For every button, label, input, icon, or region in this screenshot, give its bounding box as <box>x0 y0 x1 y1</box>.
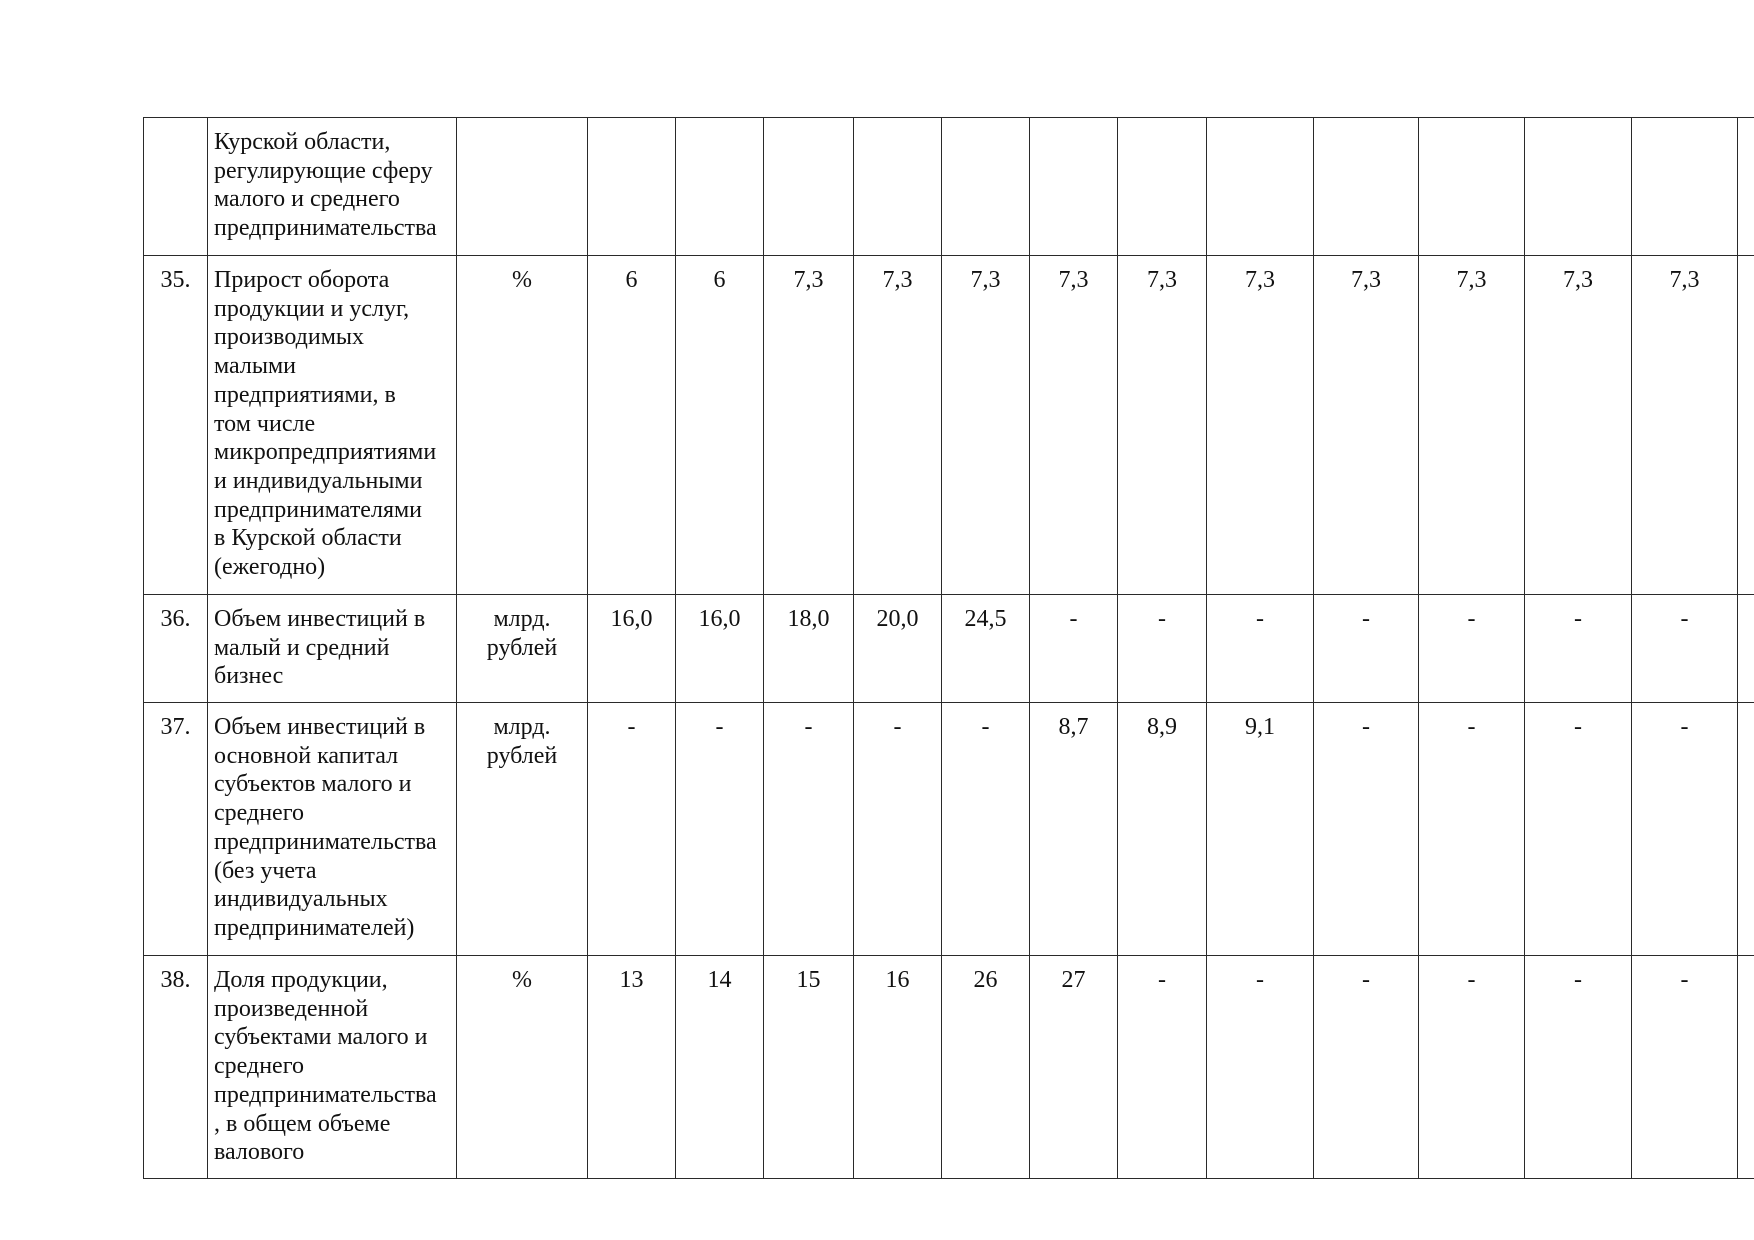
value-cell <box>1030 256 1118 595</box>
value-cell <box>854 703 942 956</box>
value-cell <box>942 256 1030 595</box>
value-cell <box>854 595 942 703</box>
value-cell <box>1118 956 1207 1179</box>
value: - <box>1467 967 1476 993</box>
value: 7,3 <box>793 267 824 293</box>
value: - <box>715 714 724 740</box>
table-row <box>144 118 1754 256</box>
value-cell <box>764 956 854 1179</box>
table-row <box>144 256 1754 595</box>
truncated-column-cell <box>1738 703 1754 956</box>
value-cell <box>1030 118 1118 256</box>
table-row <box>144 956 1754 1179</box>
indicator-name-line: продукции и услуг, <box>214 295 410 322</box>
indicator-name-line: индивидуальных <box>214 886 388 913</box>
value: - <box>1362 714 1370 740</box>
truncated-column-cell <box>1738 595 1754 703</box>
value: 24,5 <box>964 606 1007 632</box>
value: 16 <box>885 967 910 993</box>
value-cell <box>1632 256 1738 595</box>
value: - <box>1467 606 1476 632</box>
value-cell <box>854 118 942 256</box>
indicator-name-line: регулирующие сферу <box>214 157 433 184</box>
row-number-cell <box>144 703 208 956</box>
value-cell <box>854 956 942 1179</box>
indicator-name-line: предпринимательства <box>214 828 437 855</box>
value-cell <box>1030 703 1118 956</box>
value: 16,0 <box>698 606 741 632</box>
value-cell <box>1207 956 1314 1179</box>
indicator-name-cell <box>208 703 457 956</box>
value-cell <box>1314 256 1419 595</box>
unit-cell <box>457 703 588 956</box>
value: - <box>1680 967 1689 993</box>
value-cell <box>676 956 764 1179</box>
value: 13 <box>619 967 644 993</box>
row-number: 36. <box>160 606 191 632</box>
value-cell <box>854 256 942 595</box>
indicator-name-line: предприятиями, в <box>214 381 396 408</box>
unit-cell <box>457 595 588 703</box>
value: 7,3 <box>1058 267 1089 293</box>
value: 6 <box>625 267 638 293</box>
indicator-name-line: и индивидуальными <box>214 467 423 494</box>
value: - <box>981 714 990 740</box>
value: 18,0 <box>787 606 830 632</box>
value-cell <box>588 956 676 1179</box>
indicator-name-line: субъектов малого и <box>214 771 412 798</box>
truncated-column-cell <box>1738 956 1754 1179</box>
value-cell <box>1632 595 1738 703</box>
value: - <box>893 714 902 740</box>
value: 7,3 <box>1147 267 1177 293</box>
table-row <box>144 703 1754 956</box>
value-cell <box>1118 595 1207 703</box>
unit-line: рублей <box>486 742 558 769</box>
value-cell <box>1207 703 1314 956</box>
value-cell <box>942 595 1030 703</box>
value-cell <box>1525 595 1632 703</box>
value-cell <box>1118 256 1207 595</box>
indicator-name-cell <box>208 256 457 595</box>
value-cell <box>676 118 764 256</box>
value-cell <box>1118 118 1207 256</box>
indicator-name-line: (без учета <box>214 857 317 884</box>
indicator-name-line: Курской области, <box>214 129 391 155</box>
value: 20,0 <box>876 606 919 632</box>
indicator-name-line: , в общем объеме <box>214 1110 391 1137</box>
value-cell <box>1118 703 1207 956</box>
unit-line: млрд. <box>493 606 551 632</box>
value-cell <box>1207 118 1314 256</box>
value: - <box>1680 606 1689 632</box>
value: 8,9 <box>1147 714 1177 740</box>
table-row <box>144 595 1754 703</box>
indicator-name-line: микропредприятиями <box>214 439 437 466</box>
row-number: 35. <box>160 267 191 293</box>
value: 6 <box>713 267 726 293</box>
unit-line: % <box>512 967 532 993</box>
value-cell <box>588 595 676 703</box>
value: 7,3 <box>1669 267 1700 293</box>
value-cell <box>764 118 854 256</box>
indicator-name-line: предпринимателями <box>214 496 423 523</box>
value-cell <box>1525 956 1632 1179</box>
indicator-name-line: среднего <box>214 1053 304 1080</box>
value-cell <box>676 703 764 956</box>
value: 7,3 <box>1563 267 1593 293</box>
row-number-cell <box>144 118 208 256</box>
value-cell <box>1632 956 1738 1179</box>
value-cell <box>1525 256 1632 595</box>
indicator-name-cell <box>208 595 457 703</box>
value-cell <box>1030 956 1118 1179</box>
value: - <box>1574 967 1582 993</box>
indicator-name-line: Объем инвестиций в <box>214 714 426 740</box>
row-number-cell <box>144 956 208 1179</box>
value: - <box>1467 714 1476 740</box>
value: - <box>1362 606 1370 632</box>
value-cell <box>588 256 676 595</box>
value: - <box>1256 606 1264 632</box>
value-cell <box>764 256 854 595</box>
value: 27 <box>1061 967 1086 993</box>
indicator-name-line: малый и средний <box>214 634 390 661</box>
indicator-name-line: бизнес <box>214 663 284 690</box>
value: - <box>1574 606 1582 632</box>
indicator-name-line: предпринимательства <box>214 1081 437 1108</box>
indicator-name-line: (ежегодно) <box>214 554 326 581</box>
unit-line: рублей <box>486 634 558 661</box>
indicator-name-line: предпринимательства <box>214 215 437 242</box>
indicators-table <box>143 117 1754 1179</box>
value-cell <box>1525 703 1632 956</box>
indicator-name-line: производимых <box>214 324 365 351</box>
value-cell <box>1419 595 1525 703</box>
value-cell <box>1419 703 1525 956</box>
value-cell <box>1525 118 1632 256</box>
row-number: 38. <box>160 967 191 993</box>
value: - <box>1158 606 1166 632</box>
indicator-name-line: произведенной <box>214 995 369 1022</box>
value: - <box>627 714 636 740</box>
unit-cell <box>457 118 588 256</box>
value: - <box>804 714 813 740</box>
value: - <box>1680 714 1689 740</box>
indicator-name-cell <box>208 956 457 1179</box>
value-cell <box>1419 118 1525 256</box>
row-number: 37. <box>160 714 191 740</box>
row-number-cell <box>144 595 208 703</box>
value: - <box>1256 967 1264 993</box>
unit-cell <box>457 956 588 1179</box>
value-cell <box>1030 595 1118 703</box>
unit-line: млрд. <box>493 714 551 740</box>
indicator-name-line: Прирост оборота <box>214 267 390 293</box>
value-cell <box>1632 118 1738 256</box>
indicator-name-line: предпринимателей) <box>214 914 415 941</box>
indicator-name-line: основной капитал <box>214 742 399 769</box>
value: 26 <box>973 967 998 993</box>
row-number-cell <box>144 256 208 595</box>
indicator-name-line: субъектами малого и <box>214 1024 428 1051</box>
value: 8,7 <box>1058 714 1089 740</box>
value-cell <box>1314 118 1419 256</box>
value-cell <box>942 956 1030 1179</box>
indicator-name-line: в Курской области <box>214 525 402 552</box>
value-cell <box>588 703 676 956</box>
value: 7,3 <box>1456 267 1487 293</box>
value: - <box>1362 967 1370 993</box>
indicator-name-line: валового <box>214 1139 305 1166</box>
value: 7,3 <box>970 267 1001 293</box>
value-cell <box>764 703 854 956</box>
indicator-name-cell <box>208 118 457 256</box>
value-cell <box>1632 703 1738 956</box>
indicator-name-line: Доля продукции, <box>214 967 388 993</box>
value: 7,3 <box>1245 267 1275 293</box>
value: 7,3 <box>1351 267 1381 293</box>
value: - <box>1069 606 1078 632</box>
indicator-name-line: малыми <box>214 353 297 380</box>
value-cell <box>1207 256 1314 595</box>
value-cell <box>1419 256 1525 595</box>
value-cell <box>942 118 1030 256</box>
value: 14 <box>707 967 732 993</box>
value: 16,0 <box>610 606 653 632</box>
value-cell <box>1207 595 1314 703</box>
unit-cell <box>457 256 588 595</box>
truncated-column-cell <box>1738 256 1754 595</box>
value-cell <box>1314 595 1419 703</box>
value: 9,1 <box>1245 714 1275 740</box>
value-cell <box>1419 956 1525 1179</box>
unit-line: % <box>512 267 532 293</box>
value: 15 <box>796 967 821 993</box>
indicator-name-line: среднего <box>214 800 304 827</box>
value-cell <box>588 118 676 256</box>
value-cell <box>764 595 854 703</box>
value-cell <box>676 256 764 595</box>
value: - <box>1574 714 1582 740</box>
value-cell <box>676 595 764 703</box>
truncated-column-cell <box>1738 118 1754 256</box>
indicator-name-line: том числе <box>214 410 316 437</box>
value-cell <box>1314 703 1419 956</box>
value-cell <box>942 703 1030 956</box>
value: - <box>1158 967 1166 993</box>
indicator-name-line: малого и среднего <box>214 186 400 213</box>
indicator-name-line: Объем инвестиций в <box>214 606 426 632</box>
value-cell <box>1314 956 1419 1179</box>
value: 7,3 <box>882 267 913 293</box>
